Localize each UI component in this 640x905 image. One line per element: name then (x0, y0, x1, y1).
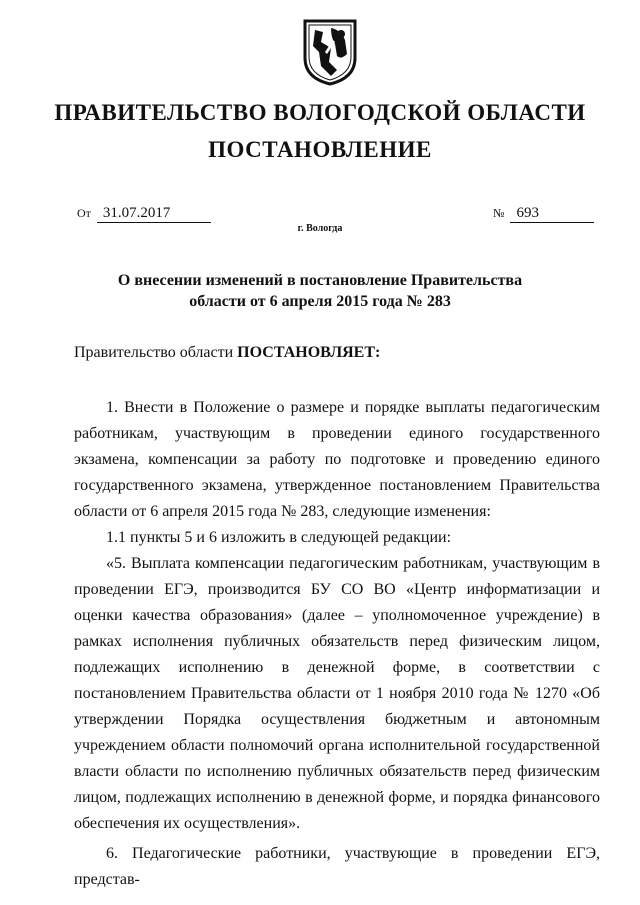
document-type: ПОСТАНОВЛЕНИЕ (208, 137, 432, 162)
resolution-statement (74, 344, 380, 362)
paragraph-2: 1.1 пункты 5 и 6 изложить в следующей редакции: (106, 529, 452, 546)
issue-city: г. Вологда (297, 223, 343, 234)
document-body (74, 395, 600, 893)
document-date-field (77, 204, 211, 223)
subject-line-1: О внесении изменений в постановление Правительства (117, 272, 523, 289)
paragraph-1: 1. Внести в Положение о размере и порядке выплаты педагогическим работникам, участвующим в проведении единого государственного экзамена, компенсации за работу по подготовке и проведению единого государственного экзамена, утвержденное постановлением Правительства области от 6 апреля 2015 года № 283, следующие изменения: (74, 399, 600, 520)
number-prefix: № (493, 206, 505, 220)
document-date: 31.07.2017 (97, 204, 211, 223)
coat-of-arms-icon (301, 18, 359, 86)
paragraph-3: «5. Выплата компенсации педагогическим работникам, участвующим в проведении ЕГЭ, производится БУ СО ВО «Центр информатизации и оценки качества образования» (далее – уполномоченное учреждение) в рамках исполнения публичных обязательств перед физическим лицом, подлежащих исполнению в денежной форме, в соответствии с постановлением Правительства области от 1 ноября 2010 года № 1270 «Об утверждении Порядка осуществления бюджетным и автономным учреждением области полномочий органа исполнительной государственной власти области по исполнению публичных обязательств перед физическим лицом, подлежащих исполнению в денежной форме, и порядка финансового обеспечения их осуществления». (74, 555, 600, 832)
resolution-verb: ПОСТАНОВЛЯЕТ: (237, 344, 381, 361)
document-subject (90, 270, 550, 312)
document-number-field (493, 204, 594, 223)
paragraph-4: 6. Педагогические работники, участвующие в проведении ЕГЭ, представ- (74, 845, 600, 888)
document-number: 693 (510, 204, 594, 223)
date-prefix: От (77, 206, 91, 220)
resolution-prefix: Правительство области (74, 344, 234, 361)
government-name: ПРАВИТЕЛЬСТВО ВОЛОГОДСКОЙ ОБЛАСТИ (54, 100, 586, 125)
subject-line-2: области от 6 апреля 2015 года № 283 (189, 293, 451, 310)
